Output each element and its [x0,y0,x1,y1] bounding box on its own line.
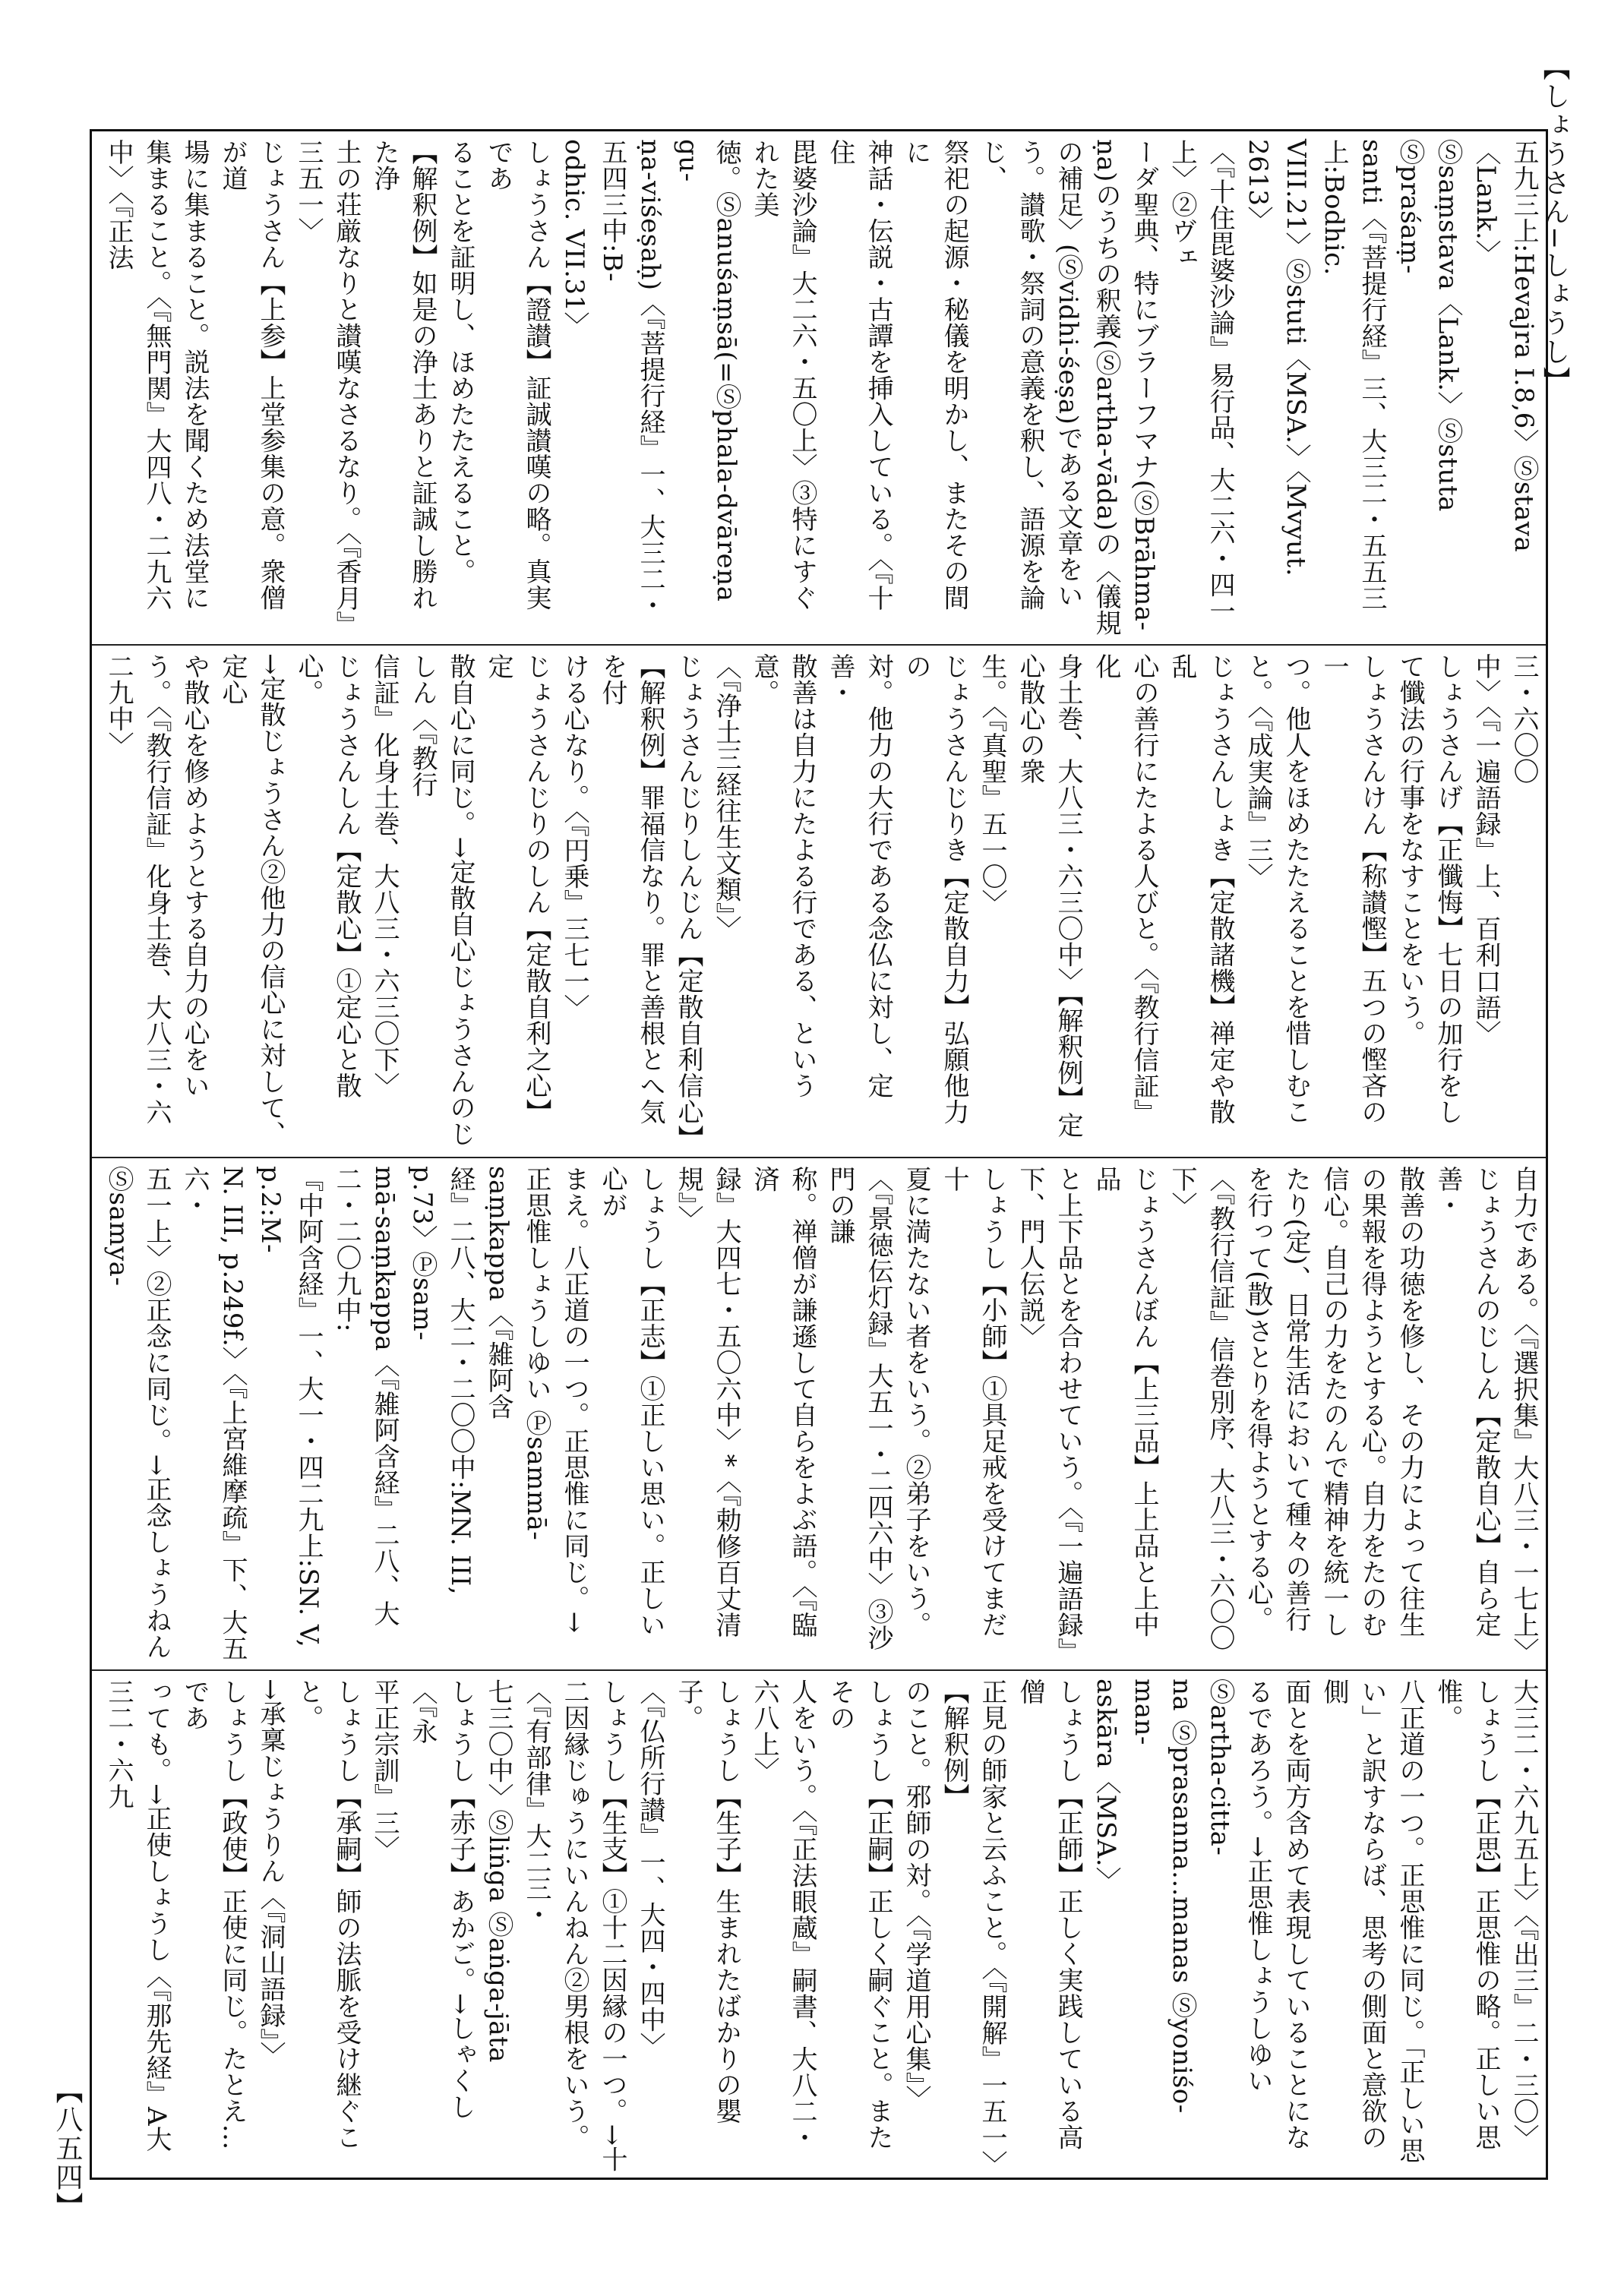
text-line: じょうさん【上参】上堂参集の意。衆僧が道 [217,139,286,611]
text-line: Ⓢsaṃstava〈Lank.〉Ⓢstuta Ⓢpraśaṃ- [1395,139,1463,512]
text-line: ṇa)のうちの釈義(Ⓢartha-vāda)の〈儀規 [1091,139,1121,636]
text-line: しょうし【生子】生まれたばかりの嬰子。 [673,1679,741,2124]
text-line: たり(定)、日常生活において種々の善行 [1281,1166,1311,1633]
text-line: 大三二・六九五上〉〈『出三』二・三〇〉 [1509,1679,1539,2151]
text-line: 録』大四七・五〇六中〉*〈『勅修百丈清規』〉 [673,1166,741,1638]
text-line: 心の善行にたよる人びと。〈『教行信証』化 [1091,653,1159,1126]
text-line: しょうし【生支】①十二因縁の一つ。→十 [597,1679,627,2172]
text-line: しょうし【政使】正使に同じ。たとえ…であ [179,1679,248,2150]
text-line: じょうさんしょき【定散諸機】禅定や散乱 [1167,653,1235,1125]
text-line: 中〉〈『一遍語録』上、百利口語〉 [1471,653,1501,1047]
text-line: しょうさんけん【称讃慳】五つの慳吝の一 [1319,653,1387,1125]
text-line: 下、門人伝説〉 [1015,1166,1045,1350]
text-line: 自力である。〈『選択集』大八三・一七上〉 [1509,1166,1539,1664]
text-line [1543,1679,1546,2175]
text-line: 信証』化身土巻、大八三・六三〇下〉 [369,653,400,1099]
text-line: るであろう。→正思惟しょうしゆい Ⓢartha-citta- [1205,1679,1273,2094]
text-line: のこと。邪師の対。〈『学道用心集』〉 [901,1679,931,2111]
text-line: 平正宗訓』三〉 [369,1679,400,1862]
text-line: 場に集まること。説法を聞くため法堂に [179,139,210,611]
text-line: 〈『教行信証』信巻別序、大八三・六〇〇下〉 [1167,1166,1235,1651]
text-line: しょうし【承嗣】師の法脈を受け継ぐこと。 [293,1679,362,2150]
text-line: 三五一〉 [293,139,324,244]
text-line: 【解釈例】如是の浄土ありと証誠し勝れた浄 [369,139,438,611]
text-line: じょうさんしん【定散心】①定心と散心。 [293,653,362,1099]
text-line: 散自心に同じ。→定散自心じょうさんのじしん〈『教行 [407,653,476,1147]
text-line: 毘婆沙論』大二六・五〇上〉③特にすぐれた美 [749,139,817,611]
text-line: →定散じょうさん②他力の信心に対して、定心 [217,653,286,1147]
text-line: 『中阿含経』一、大一・四二九上:SN. V, p.2:M- [255,1166,324,1648]
text-line: 称。禅僧が謙遜して自らをよぶ語。〈『臨済 [749,1166,817,1638]
text-line: 身土巻、大八三・六三〇中〉【解釈例】定心散心の衆 [1015,653,1083,1139]
text-line: や散心を修めようとする自力の心をい [179,653,210,1099]
text-line: 正思惟しょうしゆい Ⓟsammā-saṃkappa〈『雑阿含 [483,1166,551,1541]
band-4 [92,1669,1546,2182]
text-line: 五一上〉②正念に同じ。→正念しょうねんⓈsamya- [103,1166,172,1660]
text-line: しょうし【正師】正しく実践している高僧 [1015,1679,1083,2150]
text-line: 【解釈例】罪福信なり。罪と善根とへ気を付 [597,653,665,1125]
text-line [1543,139,1546,636]
band-3 [92,1157,1546,1669]
text-line: じょうさんじりのしん【定散自利之心】定 [483,653,551,1125]
text-line: 二因縁じゅうにいんねん②男根をいう。〈『有部律』大二三・ [521,1679,589,2150]
text-line: 土の荘厳なりと讃嘆なさるなり。〈『香月』 [331,139,362,637]
text-line: と。〈『成実論』三〉 [1243,653,1273,889]
text-line: 五九三上:Hevajra I.8,6〉Ⓢstava〈Lank.〉 [1471,139,1539,553]
text-line: う。讃歌・祭詞の意義を釈し、語源を論じ、 [977,139,1045,611]
text-line: 信心。自己の力をたのんで精神を統一し [1319,1166,1349,1638]
text-line: 散善は自力にたよる行である、という意。 [749,653,817,1099]
text-line: っても。→正使しょうし〈『那先経』A大三二・六九 [103,1679,172,2152]
text-line: 〈『景徳伝灯録』大五一・二四六中〉③沙門の謙 [825,1166,893,1651]
band-2 [92,644,1546,1157]
text-line: しょうさんげ【正懺悔】七日の加行をし [1433,653,1463,1125]
text-line: 祭祀の起源・秘儀を明かし、またその間に [901,139,969,611]
text-line: 徳。Ⓢanuśaṃsā(=Ⓢphala-dvāreṇa gu- [673,139,741,602]
text-line: しょうし【正志】①正しい思い。正しい心が [597,1166,665,1638]
text-line: じょうさんぼん【上三品】上上品と上中品 [1091,1166,1159,1638]
band-4-text [92,1671,1546,2182]
text-line: askāra〈MSA.〉 [1091,1679,1121,1893]
text-line: 神話・伝説・古譚を挿入している。〈『十住 [825,139,893,611]
text-line: 面とを両方含めて表現していることにな [1281,1679,1311,2150]
text-line: VIII.21〉Ⓢstuti〈MSA.〉〈Mvyut. 2613〉 [1243,139,1311,577]
band-1 [92,131,1546,644]
text-line: ける心なり。〈『円乗』三七一〉 [559,653,589,1021]
text-line: odhic. VII.31〉 [559,139,589,339]
text-line: しょうし【正思】正思惟の略。正しい思惟。 [1433,1679,1501,2150]
text-line: 集まること。〈『無門関』大四八・二九六中〉〈『正法 [103,139,172,611]
text-line: じょうさんじりき【定散自力】弘願他力の [901,653,969,1125]
text-line: つ。他人をほめたたえることを惜しむこ [1281,653,1311,1125]
text-line: santi〈『菩提行経』三、大三二・五五三上:Bodhic. [1319,139,1387,611]
text-line: 人をいう。〈『正法眼蔵』嗣書、大八二・六八上〉 [749,1679,817,2151]
text-line: う。〈『教行信証』化身土巻、大八三・六二九中〉 [103,653,172,1126]
text-line [1543,1166,1546,1662]
text-line: 七三〇中〉Ⓢliṅga Ⓢaṅga-jāta [483,1679,513,2063]
band-1-text [92,131,1546,644]
text-line: しょうし【小師】①具足戒を受けてまだ十 [939,1166,1007,1638]
text-line: 夏に満たない者をいう。②弟子をいう。 [901,1166,931,1638]
text-line: い」と訳すならば、思考の側面と意欲の側 [1319,1679,1387,2150]
text-line: 生。〈『真聖』五一〇〉 [977,653,1007,916]
text-line: まえ。八正道の一つ。正思惟に同じ。→ [559,1166,589,1634]
text-line: 経』二八、大二・二〇〇中:MN. III, p.73〉Ⓟsam- [407,1166,476,1596]
text-line: mā-saṃkappa〈『雑阿含経』二八、大二・二〇九中: [331,1166,400,1627]
text-line: ṇa-viśeṣaḥ)〈『菩提行経』一、大三二・五四三中:B- [597,139,665,619]
text-line: と上下品とを合わせていう。〈『一遍語録』 [1053,1166,1083,1664]
text-line: を行って(散)さとりを得ようとする心。 [1243,1166,1273,1633]
page-number: 【八五四】 [52,2077,83,2221]
text-line: じょうさんのじしん【定散自心】自ら定善・ [1433,1166,1501,1638]
text-line: 〈『浄土三経往生文類』〉 [711,653,741,942]
dictionary-frame [90,129,1548,2180]
text-line: 散善の功徳を修し、その力によって往生 [1395,1166,1425,1638]
text-line: ることを証明し、ほめたたえること。 [445,139,476,585]
text-line: の補足〉(Ⓢvidhi-śeṣa)である文章をい [1053,139,1083,608]
text-line: na Ⓢprasanna...manas Ⓢyoniśo-man- [1129,1679,1197,2114]
text-line: て懺法の行事をなすことをいう。 [1395,653,1425,1047]
text-line: N. III, p.249f.〉〈『上宮維摩疏』下、大五六・ [179,1166,248,1662]
text-line: 正見の師家と云ふこと。〈『開解』一五一〉【解釈例】 [939,1679,1007,2164]
text-line: しょうし【正嗣】正しく嗣ぐこと。またその [825,1679,893,2150]
page-header: 【しょうさん−しょうし】 [1539,53,1570,396]
text-line: 三・六〇〇 [1509,653,1539,785]
text-line: 〈『仏所行讃』一、大四・四中〉 [635,1679,665,2059]
text-line: 対。他力の大行である念仏に対し、定善・ [825,653,893,1099]
text-line: 八正道の一つ。正思惟に同じ。「正しい思 [1395,1679,1425,2164]
text-line: じょうさんじりしんじん【定散自利信心】 [673,653,703,1151]
text-line: →承稟じょうりん〈『洞山語録』〉 [255,1679,286,2068]
text-line: の果報を得ようとする心。自力をたのむ [1357,1166,1387,1638]
text-line: しょうし【赤子】あかご。→しゃくし〈『永 [407,1679,476,2120]
text-line: 〈『十住毘婆沙論』易行品、大二六・四一上〉②ヴェ [1167,139,1235,624]
text-line: しょうさん【證讃】証誠讃嘆の略。真実であ [483,139,551,611]
band-2-text [92,646,1546,1157]
band-3-text [92,1158,1546,1669]
text-line: ーダ聖典、特にブラーフマナ(ⓈBrāhma- [1129,139,1159,631]
